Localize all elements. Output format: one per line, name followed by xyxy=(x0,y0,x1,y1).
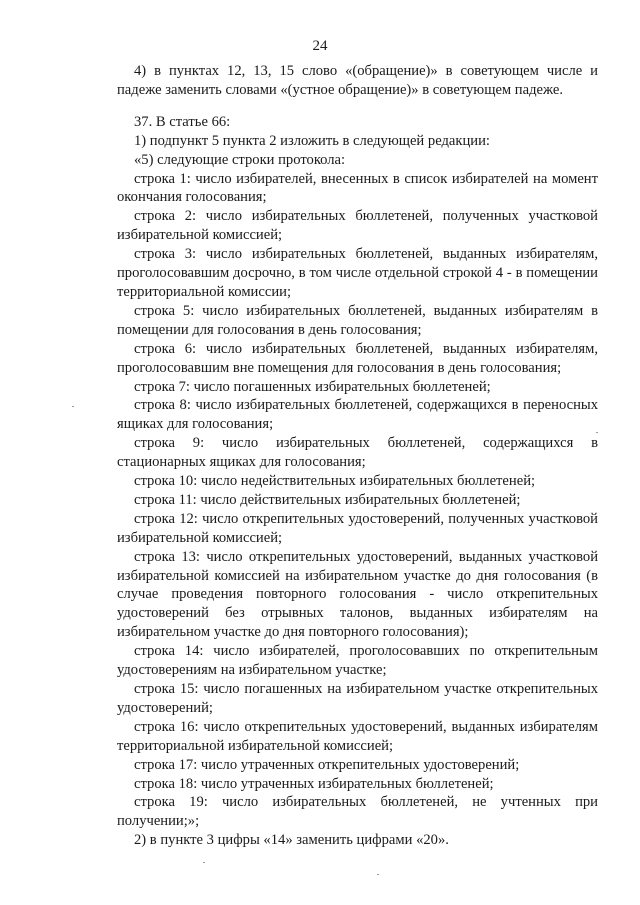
protocol-line-9: строка 9: число избирательных бюллетеней, содержащихся в стационарных ящиках для голосования; xyxy=(117,435,598,471)
document-body xyxy=(117,62,598,850)
protocol-line-1: строка 1: число избирателей, внесенных в список избирателей на момент окончания голосования; xyxy=(117,170,598,206)
subparagraph-1: 1) подпункт 5 пункта 2 изложить в следующей редакции: xyxy=(134,132,490,149)
page-number: 24 xyxy=(312,38,328,54)
protocol-line-3: строка 3: число избирательных бюллетеней, выданных избирателям, проголосовавшим досрочно, в том числе отдельной строкой 4 - в помещении территориальной комиссии; xyxy=(117,246,598,300)
protocol-line-7: строка 7: число погашенных избирательных бюллетеней; xyxy=(134,378,491,395)
protocol-line-16: строка 16: число открепительных удостоверений, выданных избирателям территориальной избирательной комиссией; xyxy=(117,718,598,754)
protocol-line-2: строка 2: число избирательных бюллетеней, полученных участковой избирательной комиссией; xyxy=(117,208,598,244)
protocol-line-18: строка 18: число утраченных избирательных бюллетеней; xyxy=(134,775,494,792)
protocol-line-13: строка 13: число открепительных удостоверений, выданных участковой избирательной комиссией на избирательном участке до дня голосования (в случае проведения повторного голосования - число открепительных удостоверений без отрывных талонов, выданных избирателям на избирательном участке до дня повторного голосования); xyxy=(117,548,598,641)
scan-speck xyxy=(72,406,74,407)
quoted-item-5: «5) следующие строки протокола: xyxy=(134,151,346,168)
scan-speck xyxy=(377,874,379,875)
protocol-line-19: строка 19: число избирательных бюллетеней, не учтенных при получении;»; xyxy=(117,794,598,830)
paragraph-item-4: 4) в пунктах 12, 13, 15 слово «(обращение)» в советующем числе и падеже заменить словами «(устное обращение)» в советующем падеже. xyxy=(117,63,598,98)
scan-speck xyxy=(596,432,598,433)
protocol-line-6: строка 6: число избирательных бюллетеней, выданных избирателям, проголосовавшим вне помещения для голосования в день голосования; xyxy=(117,340,598,376)
protocol-line-10: строка 10: число недействительных избирательных бюллетеней; xyxy=(134,473,536,490)
protocol-line-14: строка 14: число избирателей, проголосовавших по открепительным удостоверениям на избирательном участке; xyxy=(117,643,598,679)
protocol-line-11: строка 11: число действительных избирательных бюллетеней; xyxy=(134,491,521,508)
subparagraph-2: 2) в пункте 3 цифры «14» заменить цифрами «20». xyxy=(134,832,449,849)
scan-speck xyxy=(203,862,205,863)
protocol-line-17: строка 17: число утраченных открепительных удостоверений; xyxy=(134,756,520,773)
protocol-line-15: строка 15: число погашенных на избирательном участке открепительных удостоверений; xyxy=(117,681,598,716)
protocol-line-5: строка 5: число избирательных бюллетеней, выданных избирателям в помещении для голосования в день голосования; xyxy=(117,302,598,338)
protocol-line-8: строка 8: число избирательных бюллетеней, содержащихся в переносных ящиках для голосования; xyxy=(117,397,598,433)
article-37-heading: 37. В статье 66: xyxy=(134,113,231,130)
protocol-line-12: строка 12: число открепительных удостоверений, полученных участковой избирательной комиссией; xyxy=(117,510,598,546)
